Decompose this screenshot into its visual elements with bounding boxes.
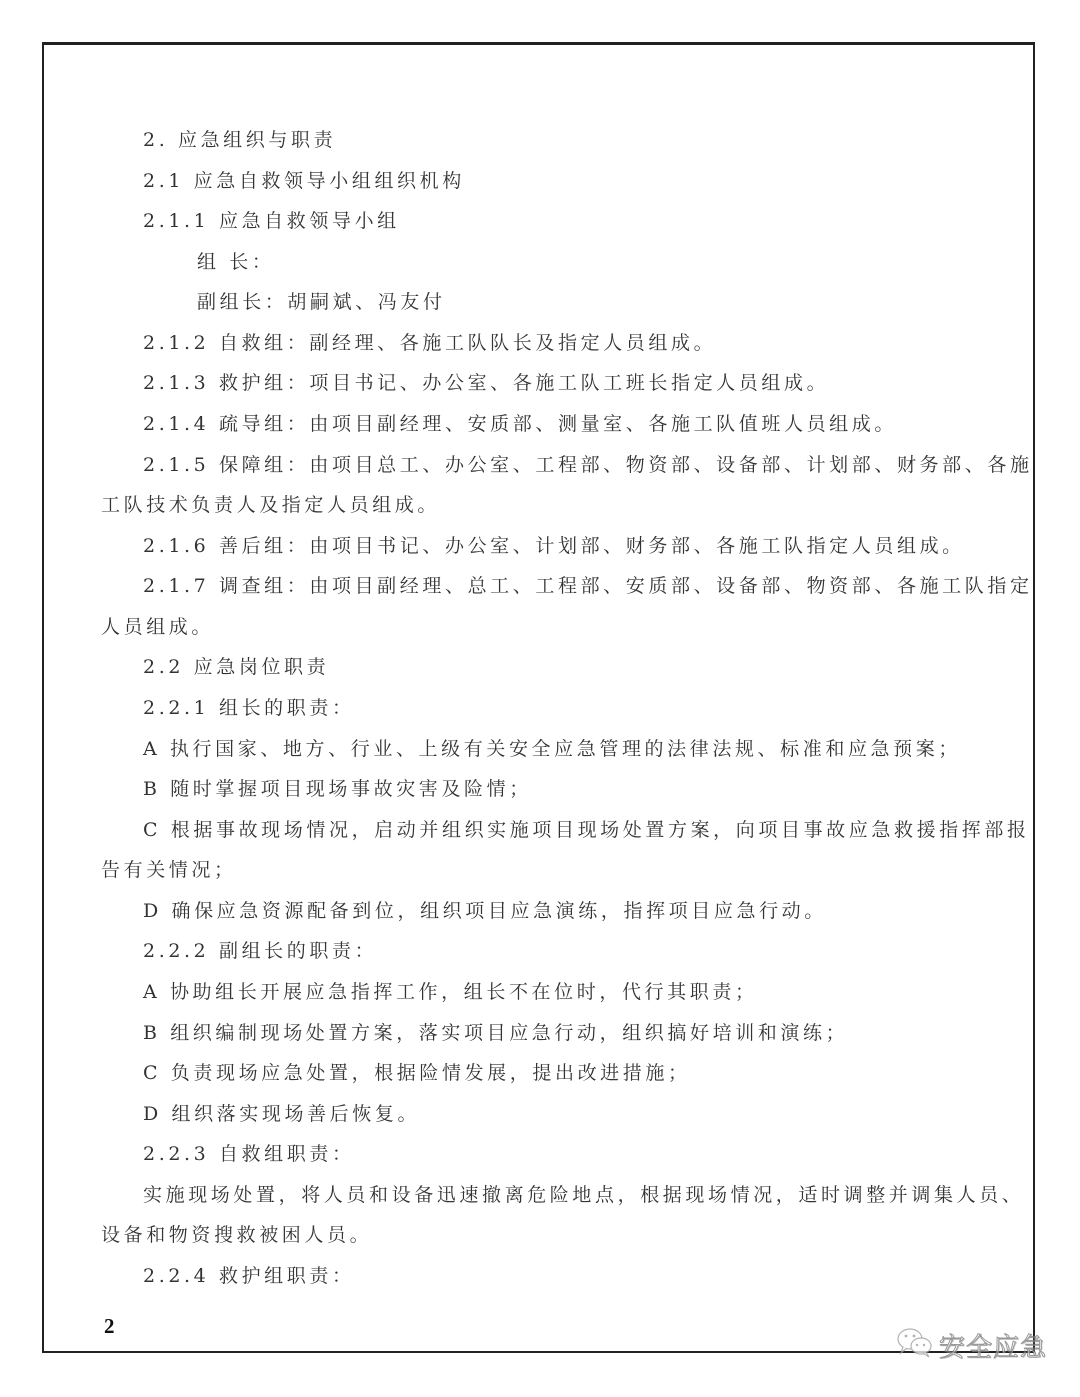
- watermark: [895, 1326, 1047, 1364]
- text-line: 2.1.5 保障组：由项目总工、办公室、工程部、物资部、设备部、计划部、财务部、各施: [143, 454, 1033, 476]
- text-line: C 负责现场应急处置，根据险情发展，提出改进措施；: [143, 1062, 691, 1084]
- text-line: 2.2.1 组长的职责：: [143, 697, 355, 719]
- text-line: 2.1.4 疏导组：由项目副经理、安质部、测量室、各施工队值班人员组成。: [143, 413, 897, 435]
- text-line: 2.2.3 自救组职责：: [143, 1143, 355, 1165]
- text-line: 人员组成。: [101, 616, 215, 638]
- text-line: 2. 应急组织与职责: [143, 129, 337, 151]
- watermark-text: 安全应急: [939, 1332, 1048, 1363]
- text-line: 2.2 应急岗位职责: [143, 656, 330, 678]
- text-line: 组 长：: [197, 251, 275, 273]
- page-number: 2: [104, 1314, 115, 1338]
- text-line: 2.1.3 救护组：项目书记、办公室、各施工队工班长指定人员组成。: [143, 372, 830, 394]
- text-line: B 随时掌握项目现场事故灾害及险情；: [143, 778, 532, 800]
- text-line: 2.1.6 善后组：由项目书记、办公室、计划部、财务部、各施工队指定人员组成。: [143, 535, 965, 557]
- text-line: 工队技术负责人及指定人员组成。: [101, 494, 441, 516]
- text-line: 副组长：胡嗣斌、冯友付: [197, 291, 446, 313]
- text-line: 2.1.2 自救组：副经理、各施工队队长及指定人员组成。: [143, 332, 717, 354]
- text-line: D 确保应急资源配备到位，组织项目应急演练，指挥项目应急行动。: [143, 900, 827, 922]
- text-line: 2.2.2 副组长的职责：: [143, 940, 378, 962]
- text-line: B 组织编制现场处置方案，落实项目应急行动，组织搞好培训和演练；: [143, 1022, 849, 1044]
- text-line: 2.1.1 应急自救领导小组: [143, 210, 400, 232]
- text-line: 2.2.4 救护组职责：: [143, 1265, 355, 1287]
- text-line: 2.1.7 调查组：由项目副经理、总工、工程部、安质部、设备部、物资部、各施工队指定: [143, 575, 1033, 597]
- text-line: D 组织落实现场善后恢复。: [143, 1103, 421, 1125]
- text-line: 实施现场处置，将人员和设备迅速撤离危险地点，根据现场情况，适时调整并调集人员、: [143, 1184, 1025, 1206]
- text-line: 2.1 应急自救领导小组组织机构: [143, 170, 465, 192]
- text-line: A 协助组长开展应急指挥工作，组长不在位时，代行其职责；: [143, 981, 758, 1003]
- text-line: C 根据事故现场情况，启动并组织实施项目现场处置方案，向项目事故应急救援指挥部报: [143, 819, 1030, 841]
- wechat-icon: [895, 1326, 935, 1364]
- text-line: 告有关情况；: [101, 859, 237, 881]
- text-line: 设备和物资搜救被困人员。: [101, 1224, 373, 1246]
- text-line: A 执行国家、地方、行业、上级有关安全应急管理的法律法规、标准和应急预案；: [143, 738, 961, 760]
